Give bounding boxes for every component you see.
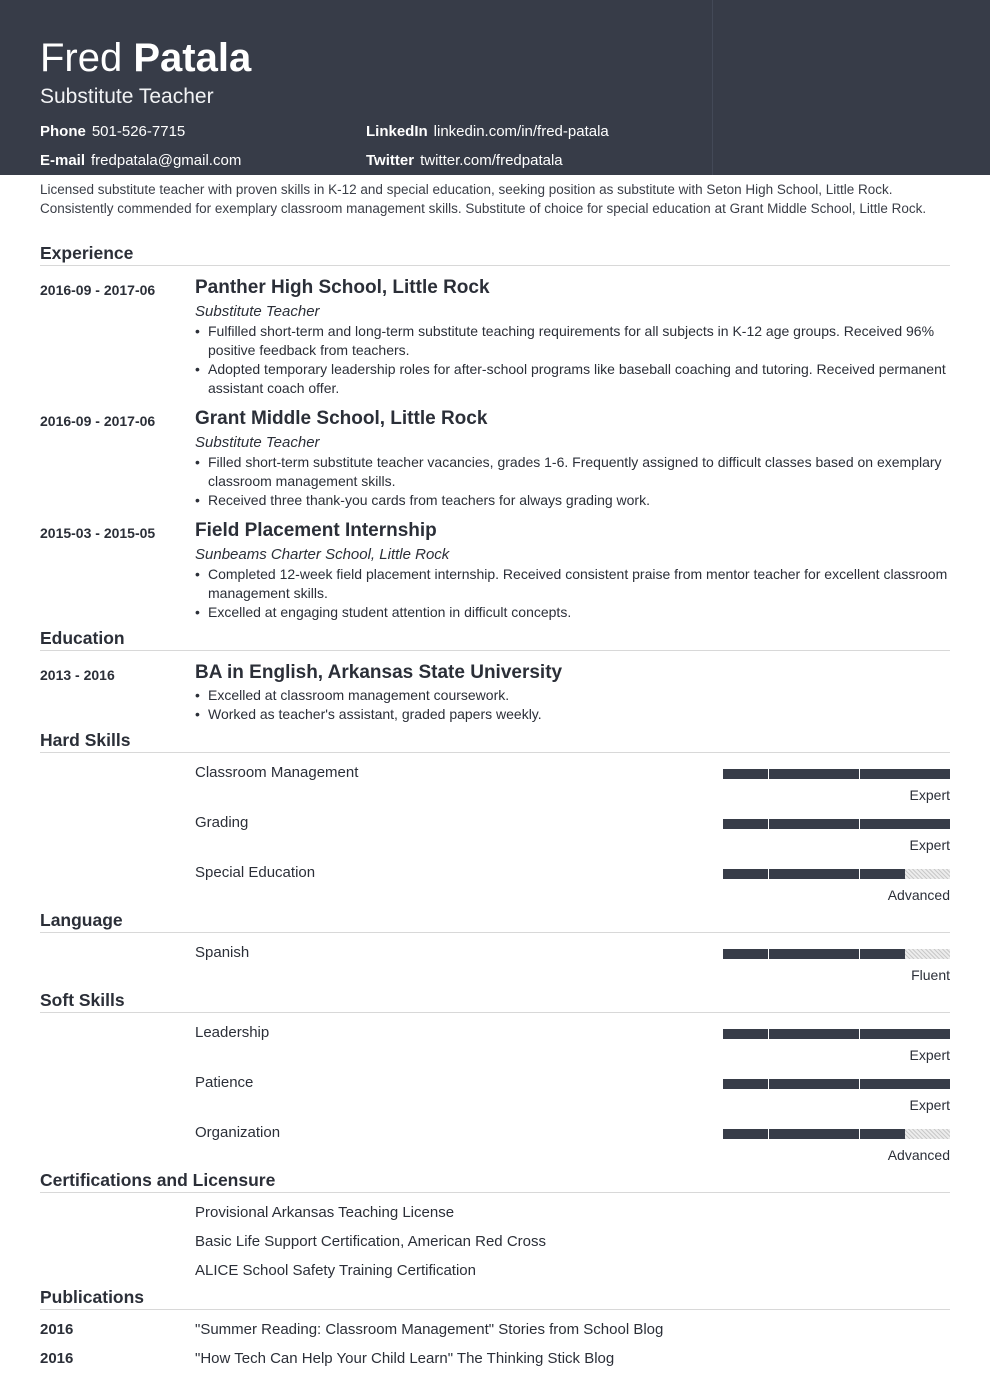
job-subtitle: Sunbeams Charter School, Little Rock xyxy=(195,546,450,563)
contact-email-label: E-mail xyxy=(40,152,86,169)
skill-rating-bar xyxy=(723,1029,950,1039)
rating-segment-filled xyxy=(723,1129,768,1139)
skill-rating-bar xyxy=(723,819,950,829)
skill-name: Leadership xyxy=(195,1024,270,1041)
rating-segment-filled xyxy=(814,1129,859,1139)
contact-phone-value: 501-526-7715 xyxy=(91,123,186,140)
contact-twitter-label: Twitter xyxy=(366,152,415,169)
rating-segment-filled xyxy=(860,769,905,779)
contact-phone-label: Phone xyxy=(40,123,86,140)
contact-linkedin-label: LinkedIn xyxy=(366,123,428,140)
rating-segment-empty xyxy=(905,1129,950,1139)
rating-segment-filled xyxy=(769,1029,814,1039)
job-bullet: • Fulfilled short-term and long-term substitute teaching requirements for all subjects in K-12 age groups. Received 96% positive feedback from teachers. xyxy=(195,322,955,360)
rating-segment-filled xyxy=(814,1079,859,1089)
job-bullet: • Adopted temporary leadership roles for after-school programs like baseball coaching and tutoring. Received permanent assistant coach offer. xyxy=(195,360,955,398)
skill-name: Organization xyxy=(195,1124,281,1141)
last-name: Patala xyxy=(133,36,252,80)
rating-segment-filled xyxy=(769,1079,814,1089)
skill-rating-bar xyxy=(723,1079,950,1089)
publication-year: 2016 xyxy=(40,1321,74,1338)
skill-level: Expert xyxy=(909,1047,950,1063)
skill-level: Expert xyxy=(909,1097,950,1113)
section-title: Publications xyxy=(40,1287,145,1307)
publications-section-header xyxy=(40,1286,950,1310)
rating-segment-filled xyxy=(769,769,814,779)
rating-segment-filled xyxy=(769,949,814,959)
first-name: Fred xyxy=(40,36,123,80)
rating-segment-filled xyxy=(860,1079,905,1089)
job-subtitle: Substitute Teacher xyxy=(195,434,320,451)
skill-level: Advanced xyxy=(887,1147,950,1163)
certification-item: Basic Life Support Certification, American Red Cross xyxy=(195,1233,546,1250)
certification-item: Provisional Arkansas Teaching License xyxy=(195,1204,455,1221)
rating-segment-filled xyxy=(860,869,905,879)
header-divider xyxy=(712,0,713,175)
rating-segment-filled xyxy=(905,1079,950,1089)
certifications-section-header xyxy=(40,1169,950,1193)
certification-item: ALICE School Safety Training Certification xyxy=(195,1262,476,1279)
summary-text: Licensed substitute teacher with proven skills in K-12 and special education, seeking position as substitute with Seton High School, Little Rock. Consistently commended for exemplary classroom management skills. Substitute of choice for special education at Grant Middle School, Little Rock. xyxy=(40,182,927,216)
contact-email-value[interactable]: fredpatala@gmail.com xyxy=(91,152,242,169)
education-bullet: • Worked as teacher's assistant, graded papers weekly. xyxy=(195,705,955,724)
job-title: Field Placement Internship xyxy=(195,520,437,541)
job-dates: 2016-09 - 2017-06 xyxy=(40,413,156,429)
publication-title: "How Tech Can Help Your Child Learn" The Thinking Stick Blog xyxy=(195,1350,615,1367)
rating-segment-filled xyxy=(860,1029,905,1039)
rating-segment-filled xyxy=(723,769,768,779)
publication-year: 2016 xyxy=(40,1350,74,1367)
rating-segment-filled xyxy=(814,869,859,879)
contact-phone xyxy=(40,123,185,141)
rating-segment-empty xyxy=(905,949,950,959)
skill-rating-bar xyxy=(723,869,950,879)
job-dates: 2015-03 - 2015-05 xyxy=(40,525,156,541)
skill-rating-bar xyxy=(723,1129,950,1139)
rating-segment-filled xyxy=(814,819,859,829)
rating-segment-filled xyxy=(769,819,814,829)
skill-level: Advanced xyxy=(887,887,950,903)
rating-segment-filled xyxy=(860,819,905,829)
job-title: Grant Middle School, Little Rock xyxy=(195,408,488,429)
experience-section-header xyxy=(40,242,950,266)
section-title: Soft Skills xyxy=(40,990,125,1010)
skill-name: Special Education xyxy=(195,864,316,881)
job-bullet: • Filled short-term substitute teacher vacancies, grades 1-6. Frequently assigned to difficult classes based on exemplary classroom management skills. xyxy=(195,453,955,491)
job-dates: 2016-09 - 2017-06 xyxy=(40,282,156,298)
section-title: Experience xyxy=(40,243,134,263)
soft-skills-section-header xyxy=(40,989,950,1013)
contact-twitter-value[interactable]: twitter.com/fredpatala xyxy=(420,152,563,169)
job-bullet: • Received three thank-you cards from teachers for always grading work. xyxy=(195,491,955,510)
rating-segment-filled xyxy=(860,1129,905,1139)
job-bullet: • Excelled at engaging student attention in difficult concepts. xyxy=(195,603,955,622)
rating-segment-filled xyxy=(723,1079,768,1089)
skill-rating-bar xyxy=(723,769,950,779)
rating-segment-filled xyxy=(814,949,859,959)
degree-title: BA in English, Arkansas State University xyxy=(195,662,563,683)
skill-name: Classroom Management xyxy=(195,764,359,781)
contact-email xyxy=(40,152,241,170)
contact-linkedin xyxy=(366,123,609,141)
rating-segment-filled xyxy=(723,949,768,959)
skill-level: Expert xyxy=(909,837,950,853)
rating-segment-empty xyxy=(905,869,950,879)
job-bullet: • Completed 12-week field placement internship. Received consistent praise from mentor teacher for excellent classroom management skills. xyxy=(195,565,955,603)
education-bullet: • Excelled at classroom management coursework. xyxy=(195,686,955,705)
contact-linkedin-value[interactable]: linkedin.com/in/fred-patala xyxy=(433,123,609,140)
rating-segment-filled xyxy=(723,819,768,829)
education-dates: 2013 - 2016 xyxy=(40,667,115,683)
section-title: Education xyxy=(40,628,125,648)
education-section-header xyxy=(40,627,950,651)
contact-twitter xyxy=(366,152,563,170)
rating-segment-filled xyxy=(905,819,950,829)
language-rating-bar xyxy=(723,949,950,959)
skill-level: Expert xyxy=(909,787,950,803)
candidate-name xyxy=(40,34,251,82)
rating-segment-filled xyxy=(723,869,768,879)
candidate-role: Substitute Teacher xyxy=(40,85,214,108)
rating-segment-filled xyxy=(723,1029,768,1039)
skill-name: Patience xyxy=(195,1074,254,1091)
resume-header xyxy=(0,0,990,175)
rating-segment-filled xyxy=(860,949,905,959)
publication-title: "Summer Reading: Classroom Management" Stories from School Blog xyxy=(195,1321,664,1338)
rating-segment-filled xyxy=(814,769,859,779)
language-level: Fluent xyxy=(911,967,950,983)
rating-segment-filled xyxy=(905,769,950,779)
section-title: Language xyxy=(40,910,123,930)
hard-skills-section-header xyxy=(40,729,950,753)
section-title: Hard Skills xyxy=(40,730,131,750)
language-name: Spanish xyxy=(195,944,250,961)
skill-name: Grading xyxy=(195,814,249,831)
rating-segment-filled xyxy=(769,1129,814,1139)
job-title: Panther High School, Little Rock xyxy=(195,277,490,298)
language-section-header xyxy=(40,909,950,933)
rating-segment-filled xyxy=(814,1029,859,1039)
job-subtitle: Substitute Teacher xyxy=(195,303,320,320)
section-title: Certifications and Licensure xyxy=(40,1170,276,1190)
rating-segment-filled xyxy=(905,1029,950,1039)
rating-segment-filled xyxy=(769,869,814,879)
